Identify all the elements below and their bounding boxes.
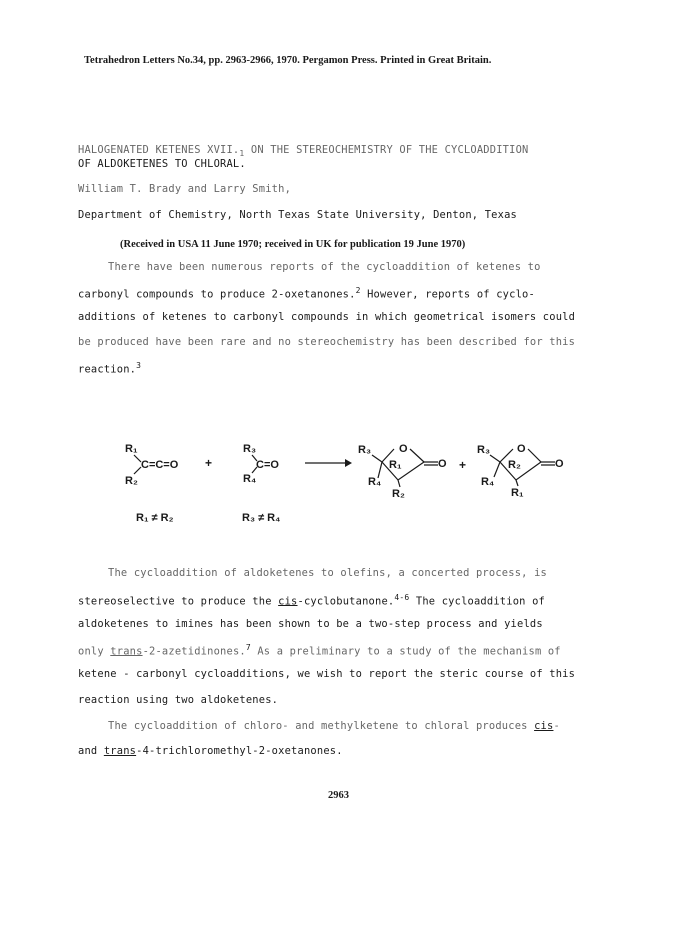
condition-1: R₁ ≠ R₂ bbox=[136, 512, 174, 524]
aldehyde-co: C=O bbox=[256, 459, 279, 471]
para2-line1: The cycloaddition of aldoketenes to olefins, a concerted process, is bbox=[108, 567, 547, 579]
affiliation: Department of Chemistry, North Texas State University, Denton, Texas bbox=[78, 209, 517, 221]
para3-line1-b: - bbox=[553, 720, 560, 732]
product2-r2: R₂ bbox=[508, 459, 521, 471]
para1-line5-a: reaction. bbox=[78, 363, 137, 376]
para3-line1-a: The cycloaddition of chloro- and methylketene to chloral produces bbox=[108, 720, 535, 732]
ref-7: 7 bbox=[245, 643, 251, 652]
cis-term: cis bbox=[278, 595, 298, 608]
para2-line5: ketene - carbonyl cycloadditions, we wish to report the steric course of this bbox=[78, 668, 576, 680]
para1-line3: additions of ketenes to carbonyl compounds in which geometrical isomers could bbox=[78, 311, 576, 323]
page-number: 2963 bbox=[328, 790, 349, 801]
footnote-1: 1 bbox=[239, 149, 245, 159]
ketene-cco: C=C=O bbox=[141, 459, 179, 471]
ketene-r2: R₂ bbox=[125, 475, 138, 487]
para2-line2-c: The cycloaddition of bbox=[409, 595, 545, 608]
title-part-2: ON THE STEREOCHEMISTRY OF THE CYCLOADDITION bbox=[244, 144, 529, 156]
para1-line2-b: However, reports of cyclo- bbox=[360, 288, 535, 301]
product1-r2: R₂ bbox=[392, 488, 405, 500]
title-line-2: OF ALDOKETENES TO CHLORAL. bbox=[78, 158, 246, 170]
para1-line4: be produced have been rare and no stereochemistry has been described for this bbox=[78, 336, 576, 348]
para1-line2-a: carbonyl compounds to produce 2-oxetanones. bbox=[78, 288, 356, 301]
plus-2: + bbox=[459, 458, 467, 472]
trans-term: trans bbox=[110, 645, 143, 658]
product2-r4: R₄ bbox=[481, 476, 495, 488]
product1-r1: R₁ bbox=[389, 459, 402, 471]
received-dates: (Received in USA 11 June 1970; received in UK for publication 19 June 1970) bbox=[120, 239, 466, 250]
aldehyde-r4: R₄ bbox=[243, 473, 257, 485]
reaction-arrow-head bbox=[345, 459, 352, 467]
product1-r4: R₄ bbox=[368, 476, 382, 488]
para1-line1: There have been numerous reports of the cycloaddition of ketenes to bbox=[108, 261, 541, 273]
aldehyde-r3: R₃ bbox=[243, 443, 257, 455]
journal-header: Tetrahedron Letters No.34, pp. 2963-2966, 1970. Pergamon Press. Printed in Great Britain. bbox=[84, 55, 492, 66]
para3-line2-a: and bbox=[78, 745, 104, 757]
para2-line4-a: only bbox=[78, 645, 111, 658]
product2-r3: R₃ bbox=[477, 444, 491, 456]
ref-3: 3 bbox=[136, 361, 142, 370]
para3-line1 bbox=[108, 720, 560, 732]
product1-carbonyl-o: O bbox=[438, 458, 447, 470]
condition-2: R₃ ≠ R₄ bbox=[242, 512, 281, 524]
para2-line6: reaction using two aldoketenes. bbox=[78, 694, 279, 706]
product1-oxygen: O bbox=[399, 443, 408, 455]
para2-line3: aldoketenes to imines has been shown to be a two-step process and yields bbox=[78, 618, 543, 630]
ref-2: 2 bbox=[355, 286, 361, 295]
product1-r3: R₃ bbox=[358, 444, 372, 456]
para3-line2-b: -4-trichloromethyl-2-oxetanones. bbox=[136, 745, 343, 757]
para2-line4 bbox=[78, 643, 561, 657]
para2-line4-c: As a preliminary to a study of the mechanism of bbox=[250, 645, 561, 658]
title-part-1: HALOGENATED KETENES XVII. bbox=[78, 144, 240, 156]
cis-term-2: cis bbox=[534, 720, 554, 732]
para2-line2 bbox=[78, 593, 545, 607]
ketene-bond-r1 bbox=[134, 455, 141, 462]
ketene-r1: R₁ bbox=[125, 443, 138, 455]
para2-line2-a: stereoselective to produce the bbox=[78, 595, 279, 608]
product2-carbonyl-o: O bbox=[555, 458, 564, 470]
ketene-bond-r2 bbox=[134, 467, 141, 474]
product2-r1: R₁ bbox=[511, 487, 524, 499]
para2-line4-b: -2-azetidinones. bbox=[142, 645, 246, 658]
authors: William T. Brady and Larry Smith, bbox=[78, 183, 292, 195]
trans-term-2: trans bbox=[103, 745, 137, 757]
plus-1: + bbox=[205, 456, 213, 470]
product2-oxygen: O bbox=[517, 443, 526, 455]
para3-line2 bbox=[78, 745, 343, 757]
para2-line2-b: -cyclobutanone. bbox=[297, 595, 395, 608]
ref-4-6: 4-6 bbox=[394, 593, 410, 602]
